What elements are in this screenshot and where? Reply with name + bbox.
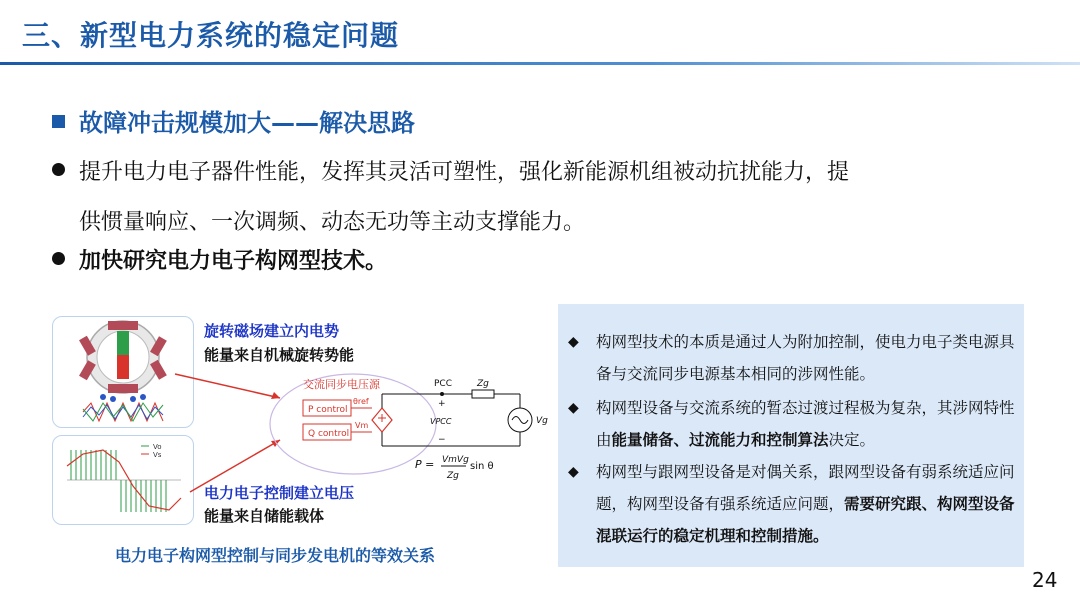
info-item-1-text: 构网型技术的本质是通过人为附加控制，使电力电子类电源具备与交流同步电源基本相同的涉网性能。 xyxy=(596,333,1015,383)
info-item-3-text: 构网型与跟网型设备是对偶关系，跟网型设备有弱系统适应问题，构网型设备有强系统适应问题，需要研究跟、构网型设备混联运行的稳定机理和控制措施。 xyxy=(596,463,1015,545)
slide-title: 三、新型电力系统的稳定问题 xyxy=(22,19,400,52)
equivalent-circuit xyxy=(160,370,560,500)
bottom-label-2: 能量来自储能载体 xyxy=(204,507,325,525)
square-bullet-icon xyxy=(52,115,65,128)
svg-text:−: − xyxy=(438,435,446,445)
info-item-1 xyxy=(568,326,1018,390)
impedance-zg xyxy=(472,390,494,398)
title-divider xyxy=(0,62,1080,65)
bullet-dot-icon xyxy=(52,252,65,265)
bullet-2-text: 加快研究电力电子构网型技术。 xyxy=(79,249,388,274)
bullet-1-line-1: 提升电力电子器件性能，发挥其灵活可塑性，强化新能源机组被动抗扰能力，提 xyxy=(79,160,850,185)
legend-vo: Vo xyxy=(153,443,162,451)
page-number: 24 xyxy=(1032,568,1058,592)
vpcc-label: VPCC xyxy=(430,417,452,426)
q-control-label: Q control xyxy=(308,429,350,439)
bullet-dot-icon xyxy=(52,163,65,176)
formula-numerator: VmVg xyxy=(442,455,469,465)
top-label-1: 旋转磁场建立内电势 xyxy=(204,322,340,340)
formula-p: P = xyxy=(415,458,435,471)
diamond-bullet-icon: ◆ xyxy=(568,464,579,480)
info-box xyxy=(558,304,1024,567)
theta-ref-label: θref xyxy=(353,397,369,406)
v-ref-label: Vm xyxy=(355,421,369,430)
section-heading xyxy=(52,103,415,138)
formula-sin: sin θ xyxy=(470,461,494,472)
diamond-bullet-icon: ◆ xyxy=(568,400,579,416)
formula-denominator: Zg xyxy=(447,471,459,481)
bullet-1-line-2: 供惯量响应、一次调频、动态无功等主动支撑能力。 xyxy=(79,210,586,235)
bottom-label-1: 电力电子控制建立电压 xyxy=(204,484,355,502)
p-control-label: P control xyxy=(308,405,348,415)
zg-label: Zg xyxy=(477,379,489,389)
info-item-2-text: 构网型设备与交流系统的暂态过渡过程极为复杂，其涉网特性由能量储备、过流能力和控制算法决定。 xyxy=(596,399,1015,449)
legend-vs: Vs xyxy=(153,451,162,459)
figure-caption: 电力电子构网型控制与同步发电机的等效关系 xyxy=(115,546,436,565)
section-heading-text: 故障冲击规模加大——解决思路 xyxy=(79,109,415,137)
bullet-1 xyxy=(52,148,1047,248)
svg-text:+: + xyxy=(438,399,446,409)
arrow-bottom xyxy=(190,440,280,492)
diamond-bullet-icon: ◆ xyxy=(568,334,579,350)
arrow-top xyxy=(175,374,280,398)
source-label: 交流同步电压源 xyxy=(303,378,380,391)
info-item-3 xyxy=(568,456,1018,552)
vg-label: Vg xyxy=(536,416,548,426)
pcc-label: PCC xyxy=(434,379,452,389)
bullet-2 xyxy=(52,244,387,275)
info-item-2 xyxy=(568,392,1018,456)
top-label-2: 能量来自机械旋转势能 xyxy=(204,346,355,364)
